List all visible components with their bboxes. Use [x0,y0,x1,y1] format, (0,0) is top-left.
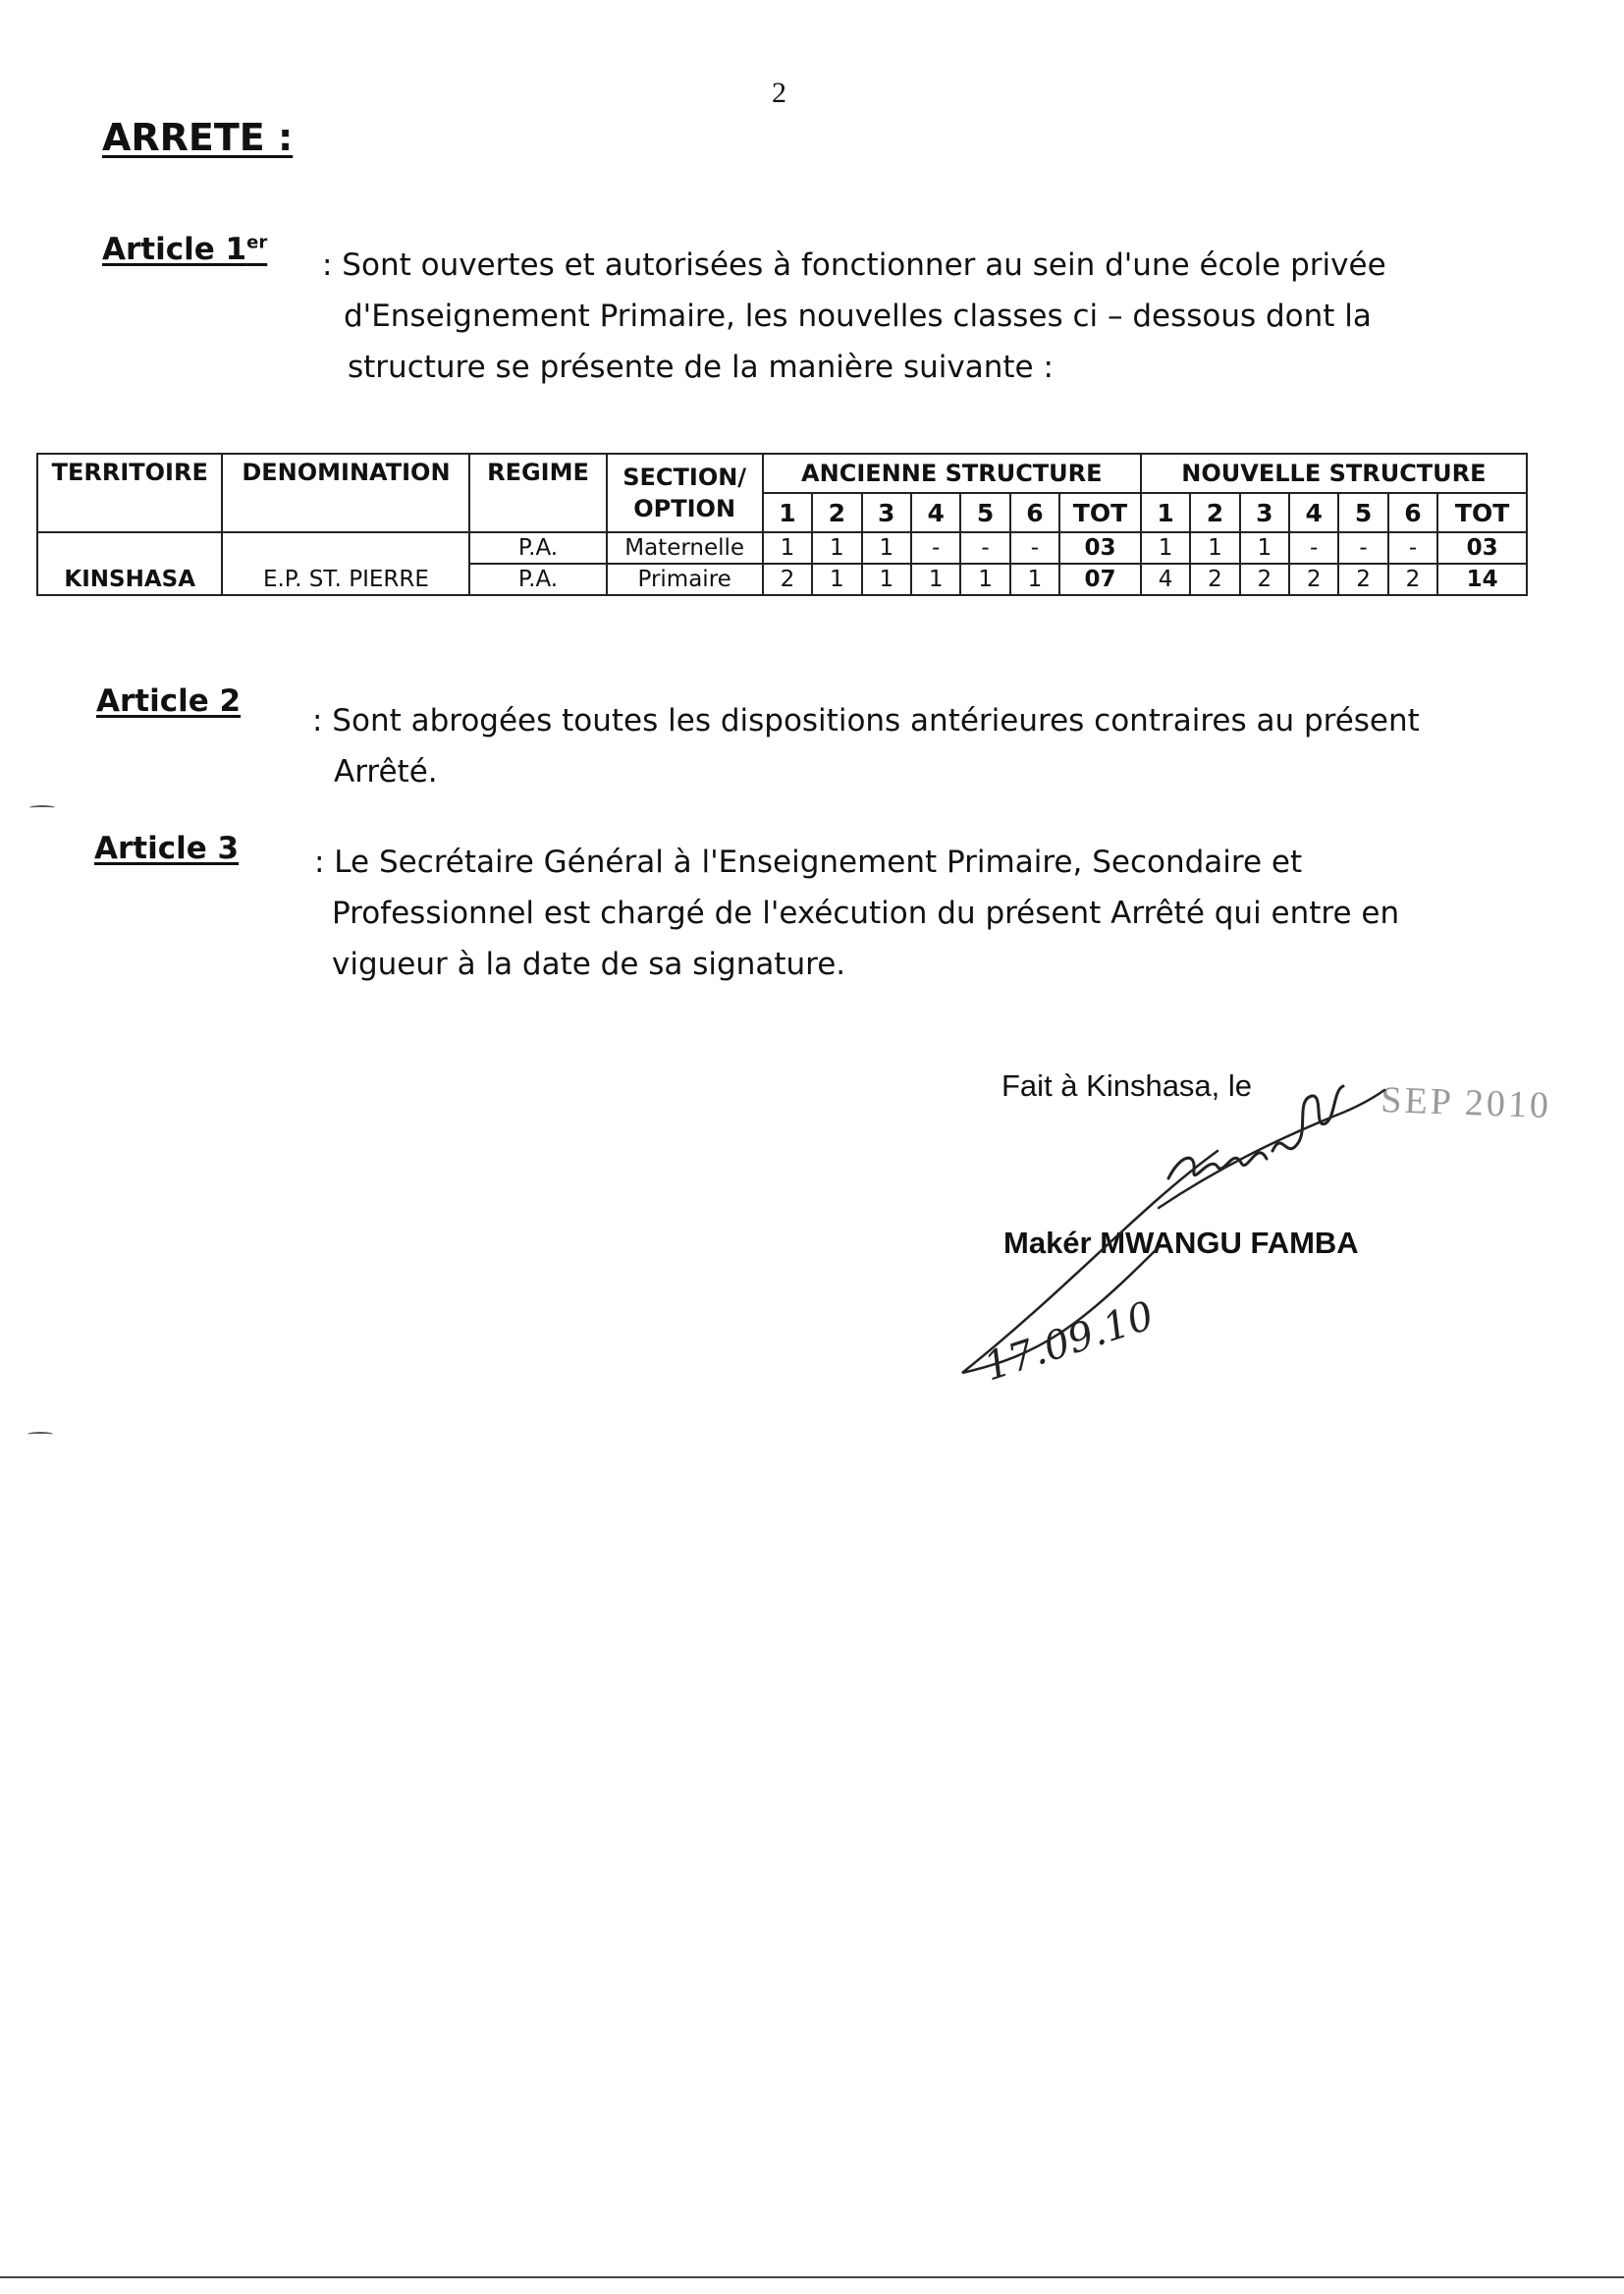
value-cell: 1 [1141,532,1190,564]
header-denomination: DENOMINATION [222,454,469,532]
total-cell: 03 [1437,532,1527,564]
value-cell: 4 [1141,564,1190,595]
article-1-text [322,240,1386,393]
article-2-label: Article 2 [96,683,242,719]
territoire-cell: KINSHASA [37,532,222,595]
section-cell: Primaire [607,564,763,595]
level-header: 1 [1141,493,1190,532]
header-ancienne-structure: ANCIENNE STRUCTURE [763,454,1141,493]
value-cell: - [911,532,960,564]
page-number: 2 [772,77,786,109]
total-header: TOT [1059,493,1141,532]
level-header: 4 [911,493,960,532]
value-cell: 1 [1240,532,1289,564]
handwritten-date: 17.09.10 [978,1292,1160,1391]
value-cell: - [1338,532,1387,564]
value-cell: - [960,532,1009,564]
article-1-line-2: d'Enseignement Primaire, les nouvelles classes ci – dessous dont la [344,299,1372,334]
total-cell: 07 [1059,564,1141,595]
article-3-line-2: Professionnel est chargé de l'exécution du présent Arrêté qui entre en [332,896,1400,931]
level-header: 1 [763,493,812,532]
value-cell: 2 [763,564,812,595]
level-header: 5 [960,493,1009,532]
article-3-text [314,837,1399,990]
value-cell: - [1010,532,1059,564]
article-2-text [312,695,1420,797]
signature-stroke [1159,1090,1384,1208]
value-cell: 1 [1190,532,1239,564]
level-header: 5 [1338,493,1387,532]
level-header: 6 [1388,493,1437,532]
signature-scrawl [1168,1086,1343,1178]
margin-mark [27,1432,53,1437]
margin-mark [29,805,55,810]
value-cell: 2 [1190,564,1239,595]
article-3-line-3: vigueur à la date de sa signature. [332,947,846,982]
regime-cell: P.A. [469,532,606,564]
value-cell: 1 [862,564,911,595]
value-cell: 1 [1010,564,1059,595]
article-2-line-1: : Sont abrogées toutes les dispositions antérieures contraires au présent [312,703,1420,738]
value-cell: 1 [763,532,812,564]
header-option: OPTION [633,495,736,522]
level-header: 3 [862,493,911,532]
article-1-line-3: structure se présente de la manière suivante : [348,350,1054,385]
value-cell: 1 [812,564,861,595]
article-3-line-1: : Le Secrétaire Général à l'Enseignement Primaire, Secondaire et [314,845,1303,880]
table-header-row [37,454,1527,493]
value-cell: 1 [862,532,911,564]
header-regime: REGIME [469,454,606,532]
total-cell: 03 [1059,532,1141,564]
scan-bottom-border [0,2276,1624,2278]
header-section: SECTION/ [623,464,747,491]
value-cell: 2 [1289,564,1338,595]
denomination-cell: E.P. ST. PIERRE [222,532,469,595]
article-2-line-2: Arrêté. [334,754,438,790]
document-heading: ARRETE : [102,116,294,159]
article-3-label: Article 3 [94,831,240,866]
level-header: 3 [1240,493,1289,532]
total-header: TOT [1437,493,1527,532]
regime-cell: P.A. [469,564,606,595]
value-cell: - [1388,532,1437,564]
header-territoire: TERRITOIRE [37,454,222,532]
header-nouvelle-structure: NOUVELLE STRUCTURE [1141,454,1527,493]
value-cell: 1 [911,564,960,595]
value-cell: - [1289,532,1338,564]
article-1-superscript: er [246,232,268,253]
section-cell: Maternelle [607,532,763,564]
article-1-label: Article 1er [102,232,268,267]
stamp-date: SEP 2010 [1380,1079,1552,1127]
article-1-line-1: : Sont ouvertes et autorisées à fonctionner au sein d'une école privée [322,247,1386,283]
level-header: 4 [1289,493,1338,532]
level-header: 2 [1190,493,1239,532]
header-section-option [607,454,763,532]
value-cell: 2 [1240,564,1289,595]
signer-name: Makér MWANGU FAMBA [1003,1226,1359,1260]
class-structure-table [36,453,1528,596]
value-cell: 1 [960,564,1009,595]
value-cell: 2 [1388,564,1437,595]
value-cell: 2 [1338,564,1387,595]
table-row [37,532,1527,564]
place-date-line: Fait à Kinshasa, le [1001,1068,1253,1103]
value-cell: 1 [812,532,861,564]
total-cell: 14 [1437,564,1527,595]
level-header: 6 [1010,493,1059,532]
level-header: 2 [812,493,861,532]
handwritten-signature-icon [923,1061,1552,1414]
